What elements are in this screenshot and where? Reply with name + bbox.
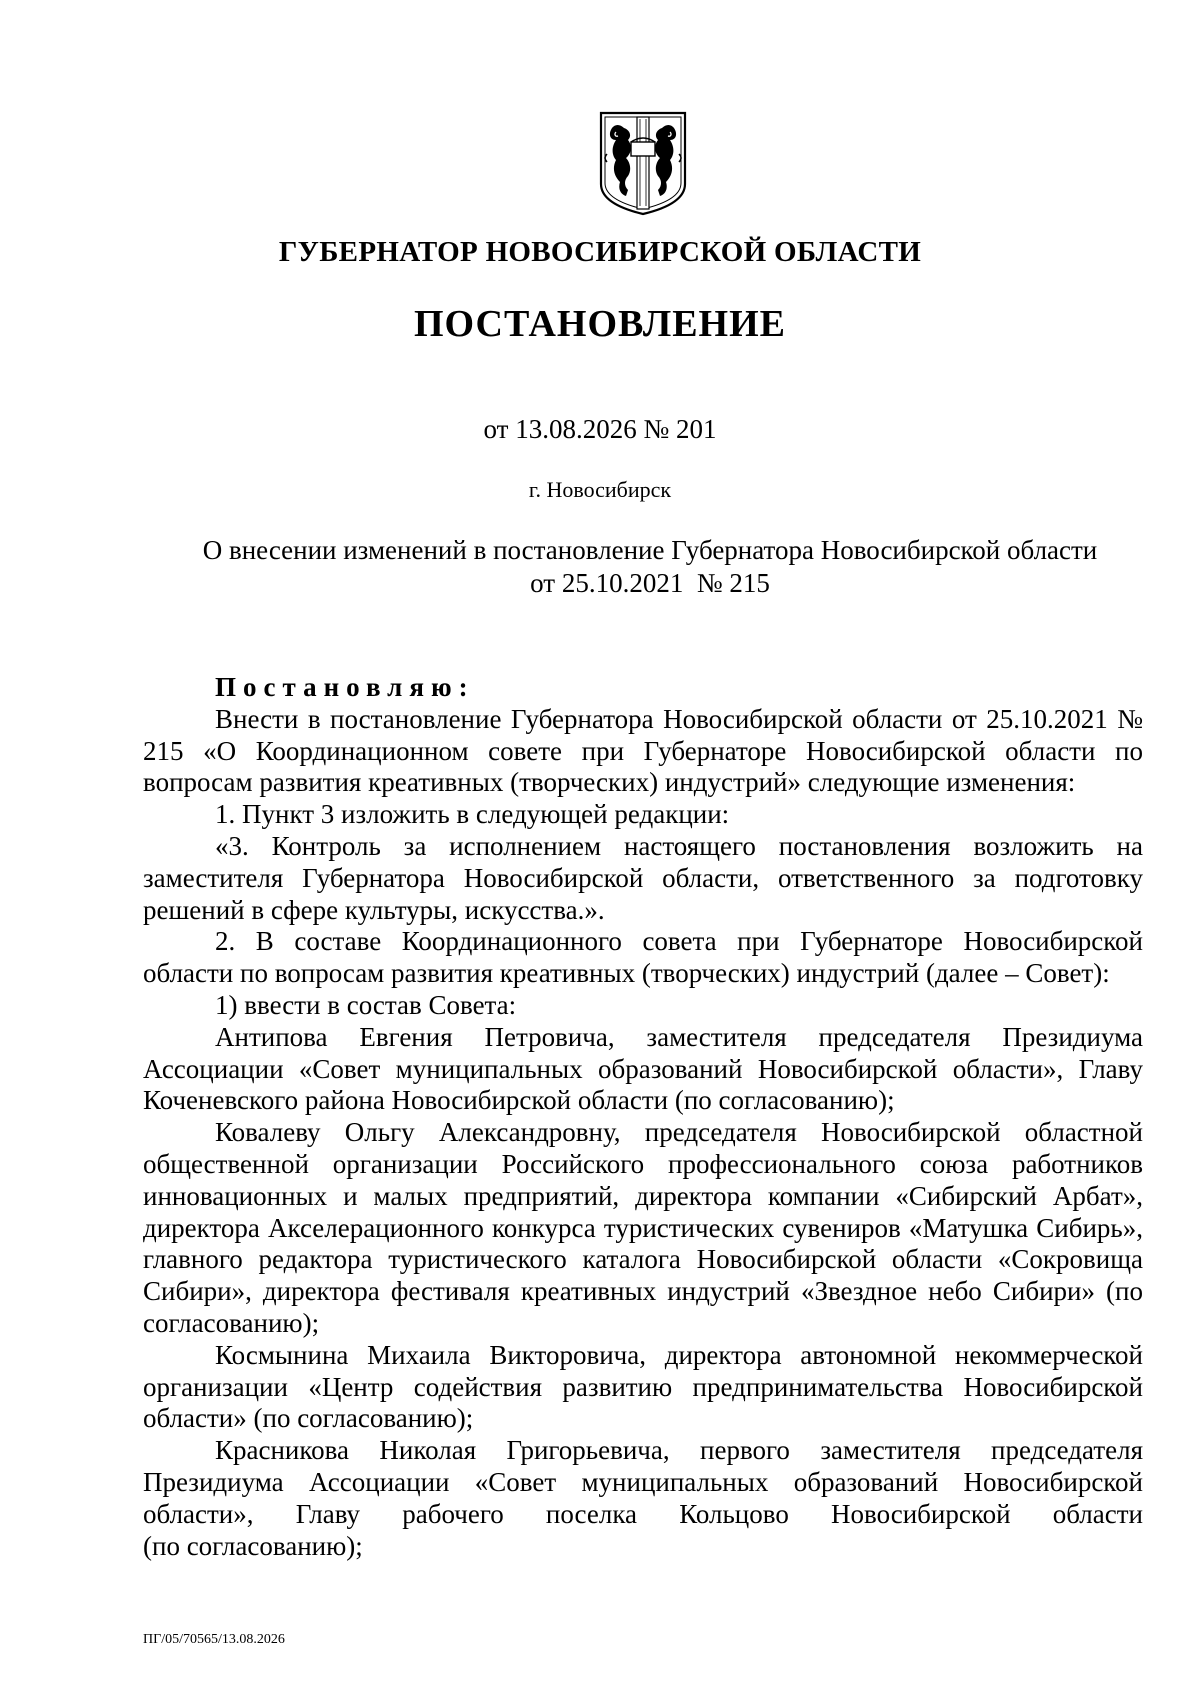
paragraph-item-1-text: «3. Контроль за исполнением настоящего постановления возложить на заместителя Губернатора Новосибирской области, ответственного за подготовку решений в сфере культуры, искусства.». — [143, 830, 1143, 925]
paragraph-intro: Внести в постановление Губернатора Новосибирской области от 25.10.2021 № 215 «О Координационном совете при Губернаторе Новосибирской области по вопросам развития креативных (творческих) индустрий» следующие изменения: — [143, 703, 1143, 798]
issuing-authority: ГУБЕРНАТОР НОВОСИБИРСКОЙ ОБЛАСТИ — [278, 236, 922, 268]
paragraph-antipov: Антипова Евгения Петровича, заместителя председателя Президиума Ассоциации «Совет муниципальных образований Новосибирской области», Главу Коченевского района Новосибирской области (по согласованию); — [143, 1021, 1143, 1116]
city-line: г. Новосибирск — [528, 477, 672, 502]
date-prefix: от — [483, 414, 509, 444]
paragraph-krasnikov-line-3: области», Главу рабочего поселка Кольцово Новосибирской области — [143, 1498, 1143, 1529]
document-registration-code: ПГ/05/70565/13.08.2026 — [143, 1632, 285, 1647]
decree-word: Постановляю: — [215, 672, 475, 702]
document-body — [143, 672, 1143, 1562]
paragraph-krasnikov-line-2: Президиума Ассоциации «Совет муниципальных образований Новосибирской — [143, 1466, 1143, 1497]
number-sign: № — [643, 414, 670, 444]
paragraph-krasnikov-line-4: (по согласованию); — [143, 1530, 363, 1561]
date-number-line — [0, 414, 1200, 445]
paragraph-item-2-1: 1) ввести в состав Совета: — [215, 989, 517, 1020]
paragraph-item-1: 1. Пункт 3 изложить в следующей редакции: — [215, 799, 730, 830]
document-type-title: ПОСТАНОВЛЕНИЕ — [413, 303, 787, 345]
paragraph-kosmynin: Космынина Михаила Викторовича, директора автономной некоммерческой организации «Центр содействия развитию предпринимательства Новосибирской области» (по согласованию); — [143, 1339, 1143, 1434]
subject-line-1: О внесении изменений в постановление Губернатора Новосибирской области — [202, 535, 1098, 565]
document-date: 13.08.2026 — [515, 414, 637, 444]
document-subject — [100, 534, 1200, 600]
paragraph-kovaleva: Ковалеву Ольгу Александровну, председателя Новосибирской областной общественной организации Российского профессионального союза работников инновационных и малых предприятий, директора компании «Сибирский Арбат», директора Акселерационного конкурса туристических сувениров «Матушка Сибирь», главного редактора туристического каталога Новосибирской области «Сокровища Сибири», директора фестиваля креативных индустрий «Звездное небо Сибири» (по согласованию); — [143, 1117, 1143, 1338]
coat-of-arms-icon — [598, 110, 688, 216]
paragraph-item-2: 2. В составе Координационного совета при Губернаторе Новосибирской области по вопросам развития креативных (творческих) индустрий (далее – Совет): — [143, 926, 1143, 989]
paragraph-krasnikov-line-1: Красникова Николая Григорьевича, первого заместителя председателя — [215, 1435, 1143, 1466]
document-number: 201 — [675, 414, 717, 444]
subject-line-2: от 25.10.2021 № 215 — [530, 568, 770, 598]
